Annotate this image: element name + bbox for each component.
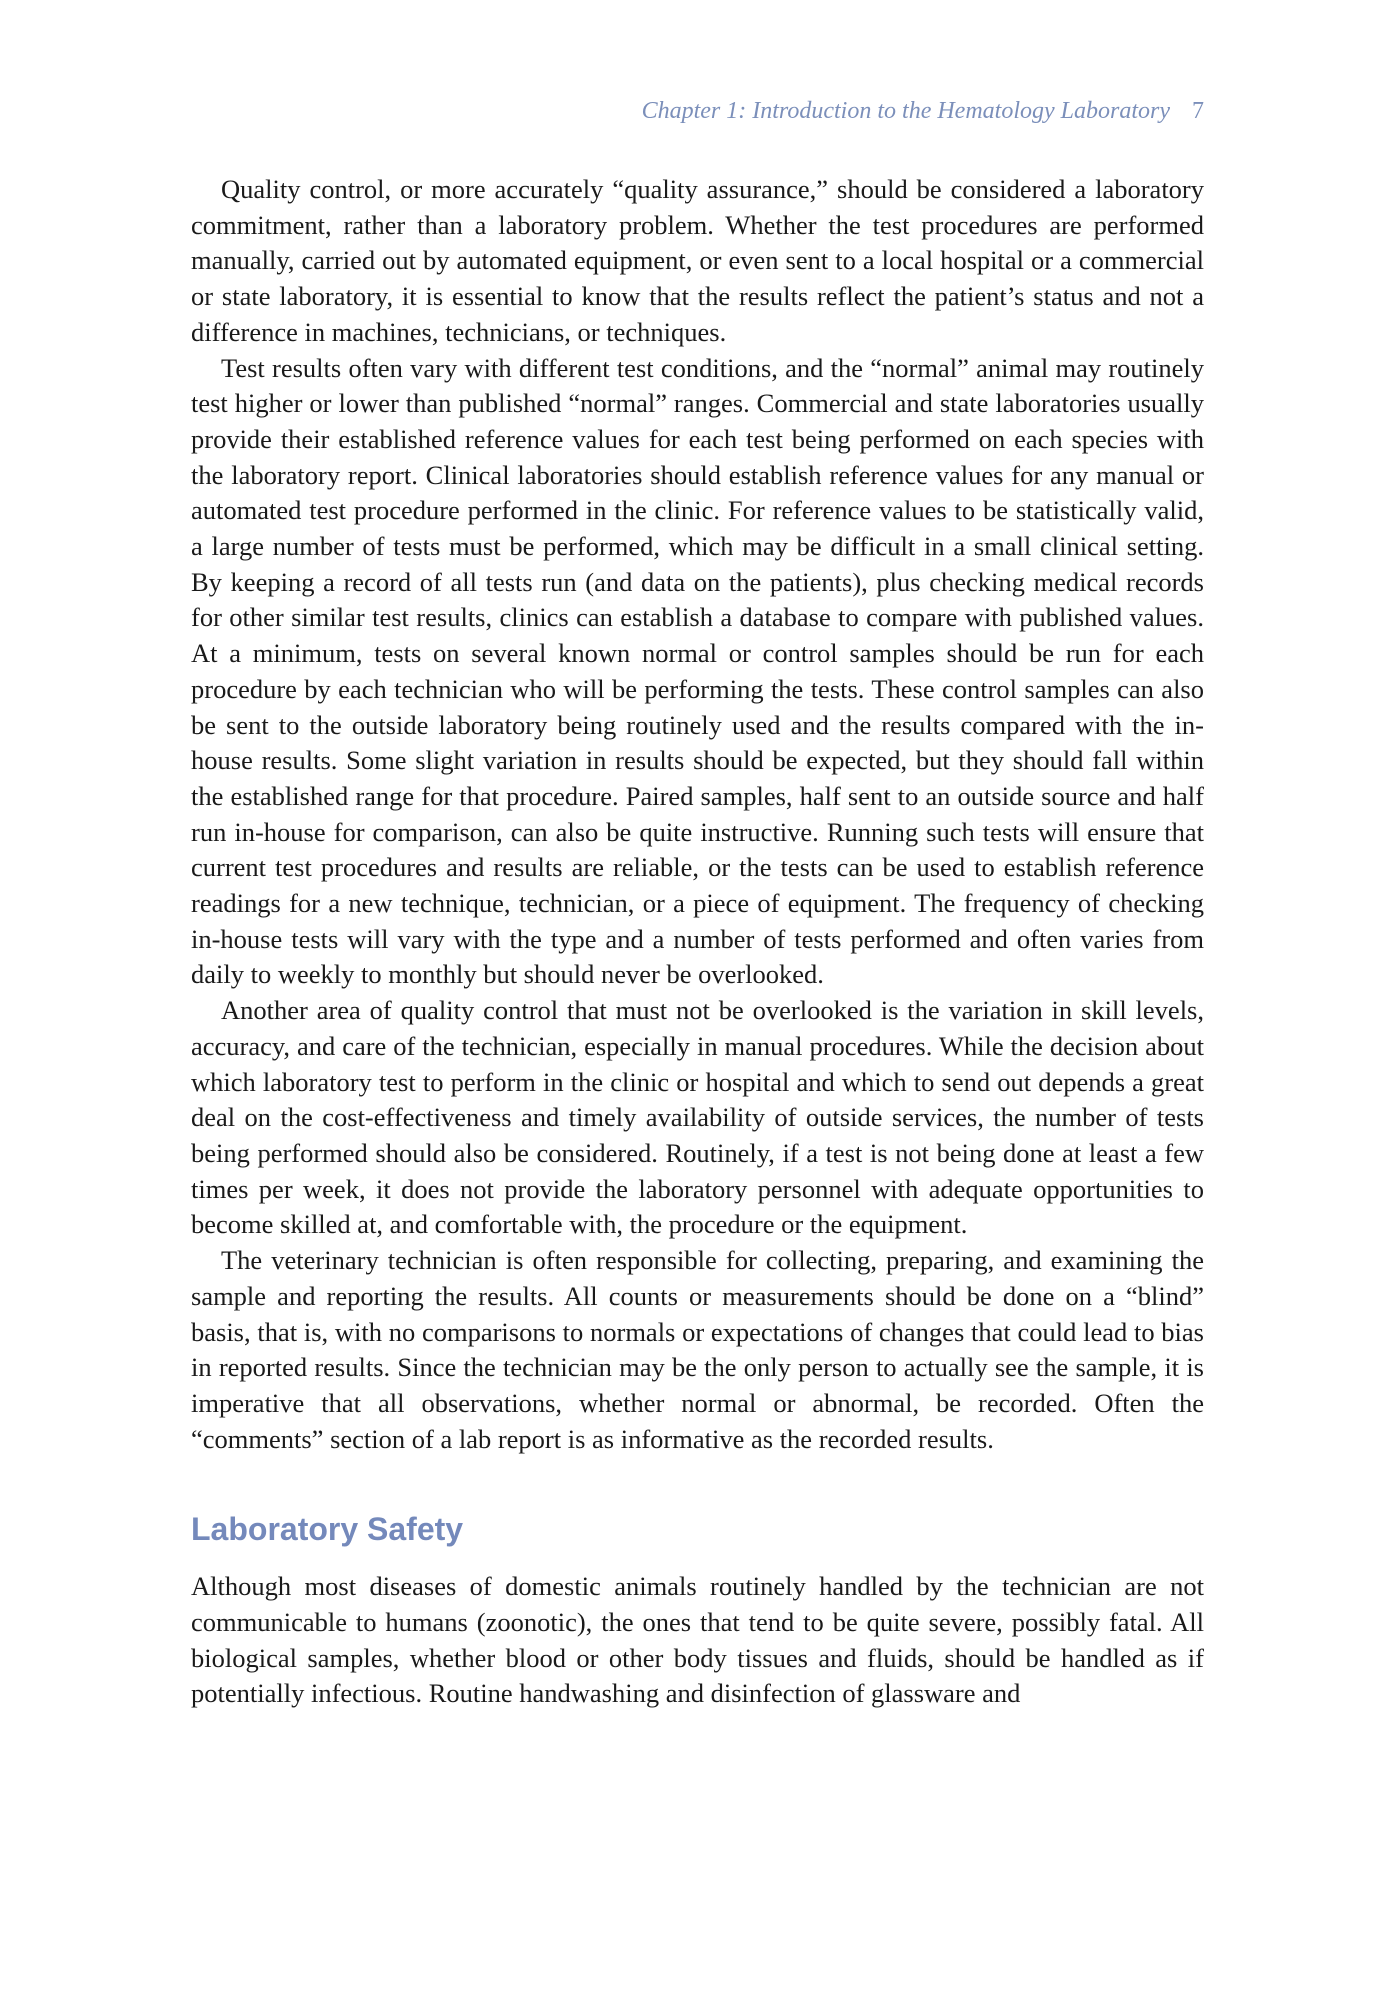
chapter-title: Chapter 1: Introduction to the Hematology Laboratory	[641, 98, 1170, 124]
section-heading-laboratory-safety: Laboratory Safety	[191, 1511, 464, 1548]
paragraph-blind-basis: The veterinary technician is often responsible for collecting, preparing, and examining the sample and reporting the results. All counts or measurements should be done on a “blind” basis, that is, with no comparisons to normals or expectations of changes that could lead to bias in reported results. Since the technician may be the only person to actually see the sample, it is imperative that all observations, whether normal or abnormal, be recorded. Often the “comments” section of a lab report is as informative as the recorded results.	[191, 1245, 1204, 1454]
page-number: 7	[1192, 98, 1204, 124]
paragraph-technician-skill: Another area of quality control that must not be overlooked is the variation in skill levels, accuracy, and care of the technician, especially in manual procedures. While the decision about which laboratory test to perform in the clinic or hospital and which to send out depends a great deal on the cost-effectiveness and timely availability of outside services, the number of tests being performed should also be considered. Routinely, if a test is not being done at least a few times per week, it does not provide the laboratory personnel with adequate opportunities to become skilled at, and comfortable with, the procedure or the equipment.	[191, 995, 1204, 1240]
running-header	[191, 96, 1204, 126]
paragraph-quality-assurance: Quality control, or more accurately “quality assurance,” should be considered a laboratory commitment, rather than a laboratory problem. Whether the test procedures are performed manually, carried out by automated equipment, or even sent to a local hospital or a commercial or state laboratory, it is essential to know that the results reflect the patient’s status and not a difference in machines, technicians, or techniques.	[191, 174, 1204, 347]
paragraph-test-results: Test results often vary with different test conditions, and the “normal” animal may routinely test higher or lower than published “normal” ranges. Commercial and state laboratories usually provide their established reference values for each test being performed on each species with the laboratory report. Clinical laboratories should establish reference values for any manual or automated test procedure performed in the clinic. For reference values to be statistically valid, a large number of tests must be performed, which may be difficult in a small clinical setting. By keeping a record of all tests run (and data on the patients), plus checking medical records for other similar test results, clinics can establish a database to compare with published values. At a minimum, tests on several known normal or control samples should be run for each procedure by each technician who will be performing the tests. These control samples can also be sent to the outside laboratory being routinely used and the results compared with the in-house results. Some slight variation in results should be expected, but they should fall within the established range for that procedure. Paired samples, half sent to an outside source and half run in-house for comparison, can also be quite instructive. Running such tests will ensure that current test procedures and results are reliable, or the tests can be used to establish reference readings for a new technique, technician, or a piece of equipment. The frequency of checking in-house tests will vary with the type and a number of tests performed and often varies from daily to weekly to monthly but should never be overlooked.	[191, 352, 1204, 990]
paragraph-laboratory-safety: Although most diseases of domestic animals routinely handled by the technician are not communicable to humans (zoonotic), the ones that tend to be quite severe, possibly fatal. All biological samples, whether blood or other body tissues and fluids, should be handled as if potentially infectious. Routine handwashing and disinfection of glassware and	[191, 1571, 1204, 1709]
body-text	[191, 172, 1204, 1712]
